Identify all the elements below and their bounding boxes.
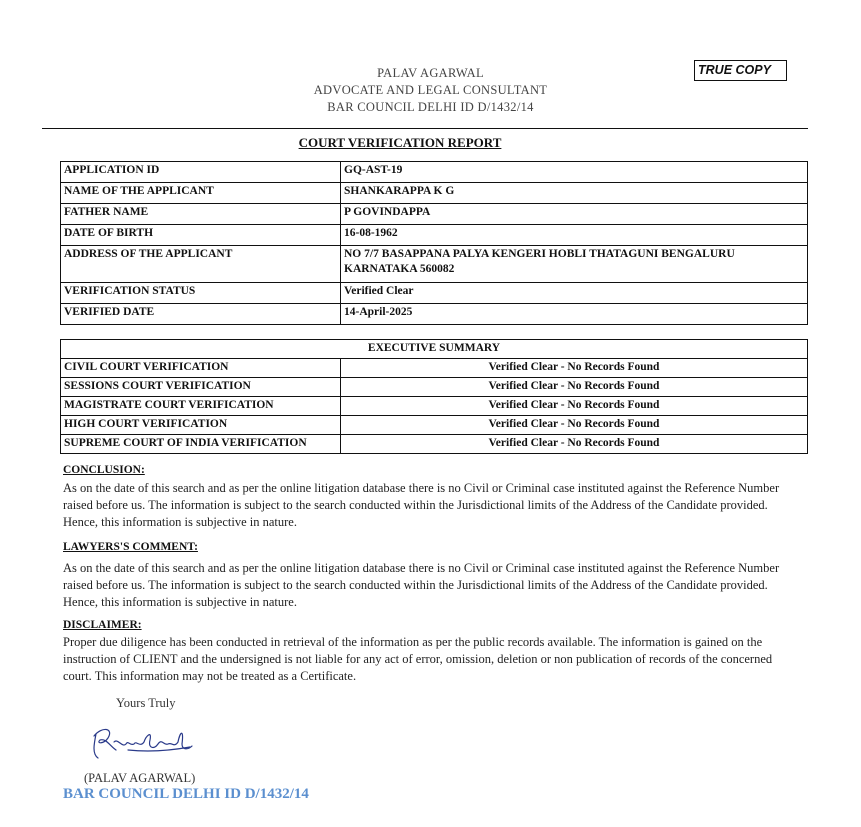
summary-title: EXECUTIVE SUMMARY [61, 340, 808, 359]
table-row [61, 304, 808, 325]
header-bar-id: BAR COUNCIL DELHI ID D/1432/14 [327, 100, 534, 114]
table-row [61, 435, 808, 454]
row-label: CIVIL COURT VERIFICATION [61, 359, 341, 378]
row-value: SHANKARAPPA K G [341, 183, 808, 204]
row-label: NAME OF THE APPLICANT [61, 183, 341, 204]
row-label: HIGH COURT VERIFICATION [61, 416, 341, 435]
row-value: Verified Clear - No Records Found [341, 397, 808, 416]
table-row [61, 246, 808, 283]
row-value: Verified Clear [341, 283, 808, 304]
row-value: 14-April-2025 [341, 304, 808, 325]
table-row [61, 397, 808, 416]
table-row [61, 225, 808, 246]
signatory-name: (PALAV AGARWAL) [84, 771, 196, 785]
signature [88, 720, 198, 764]
row-label: MAGISTRATE COURT VERIFICATION [61, 397, 341, 416]
executive-summary-table [60, 339, 808, 454]
row-label: DATE OF BIRTH [61, 225, 341, 246]
row-value: Verified Clear - No Records Found [341, 378, 808, 397]
lawyers-comment-text: As on the date of this search and as per the online litigation database there is no Civil or Criminal case instituted against the Reference Number raised before us. The information is subject to the search conducted within the Jurisdictional limits of the Address of the Candidate provided. Hence, this information is subjective in nature. [63, 561, 780, 609]
table-row [61, 162, 808, 183]
applicant-details-table [60, 161, 808, 325]
table-row [61, 283, 808, 304]
signatory-bar-id: BAR COUNCIL DELHI ID D/1432/14 [63, 786, 309, 802]
table-row [61, 183, 808, 204]
row-label: SESSIONS COURT VERIFICATION [61, 378, 341, 397]
report-title: COURT VERIFICATION REPORT [298, 135, 502, 150]
table-row [61, 378, 808, 397]
table-row [61, 204, 808, 225]
header-name: PALAV AGARWAL [377, 66, 484, 80]
row-value: 16-08-1962 [341, 225, 808, 246]
row-value: NO 7/7 BASAPPANA PALYA KENGERI HOBLI THATAGUNI BENGALURU KARNATAKA 560082 [341, 246, 808, 283]
row-value: GQ-AST-19 [341, 162, 808, 183]
conclusion-text: As on the date of this search and as per the online litigation database there is no Civil or Criminal case instituted against the Reference Number raised before us. The information is subject to the search conducted within the Jurisdictional limits of the Address of the Candidate provided. Hence, this information is subjective in nature. [63, 481, 780, 529]
lawyers-comment-heading: LAWYERS'S COMMENT: [63, 541, 198, 553]
row-value: Verified Clear - No Records Found [341, 359, 808, 378]
table-row [61, 340, 808, 359]
closing-text: Yours Truly [116, 696, 176, 710]
row-label: FATHER NAME [61, 204, 341, 225]
conclusion-heading: CONCLUSION: [63, 464, 145, 476]
row-label: VERIFIED DATE [61, 304, 341, 325]
row-label: APPLICATION ID [61, 162, 341, 183]
header-role: ADVOCATE AND LEGAL CONSULTANT [313, 83, 548, 97]
row-label: SUPREME COURT OF INDIA VERIFICATION [61, 435, 341, 454]
row-value: Verified Clear - No Records Found [341, 435, 808, 454]
row-label: ADDRESS OF THE APPLICANT [61, 246, 341, 283]
row-label: VERIFICATION STATUS [61, 283, 341, 304]
disclaimer-heading: DISCLAIMER: [63, 619, 142, 631]
disclaimer-text: Proper due diligence has been conducted in retrieval of the information as per the public records available. The information is gained on the instruction of CLIENT and the undersigned is not liable for any act of error, omission, deletion or non publication of records of the concerned court. This information may not be treated as a Certificate. [63, 635, 773, 683]
row-value: Verified Clear - No Records Found [341, 416, 808, 435]
table-row [61, 416, 808, 435]
table-row [61, 359, 808, 378]
true-copy-stamp: TRUE COPY [694, 60, 787, 81]
row-value: P GOVINDAPPA [341, 204, 808, 225]
header-divider [42, 128, 808, 129]
